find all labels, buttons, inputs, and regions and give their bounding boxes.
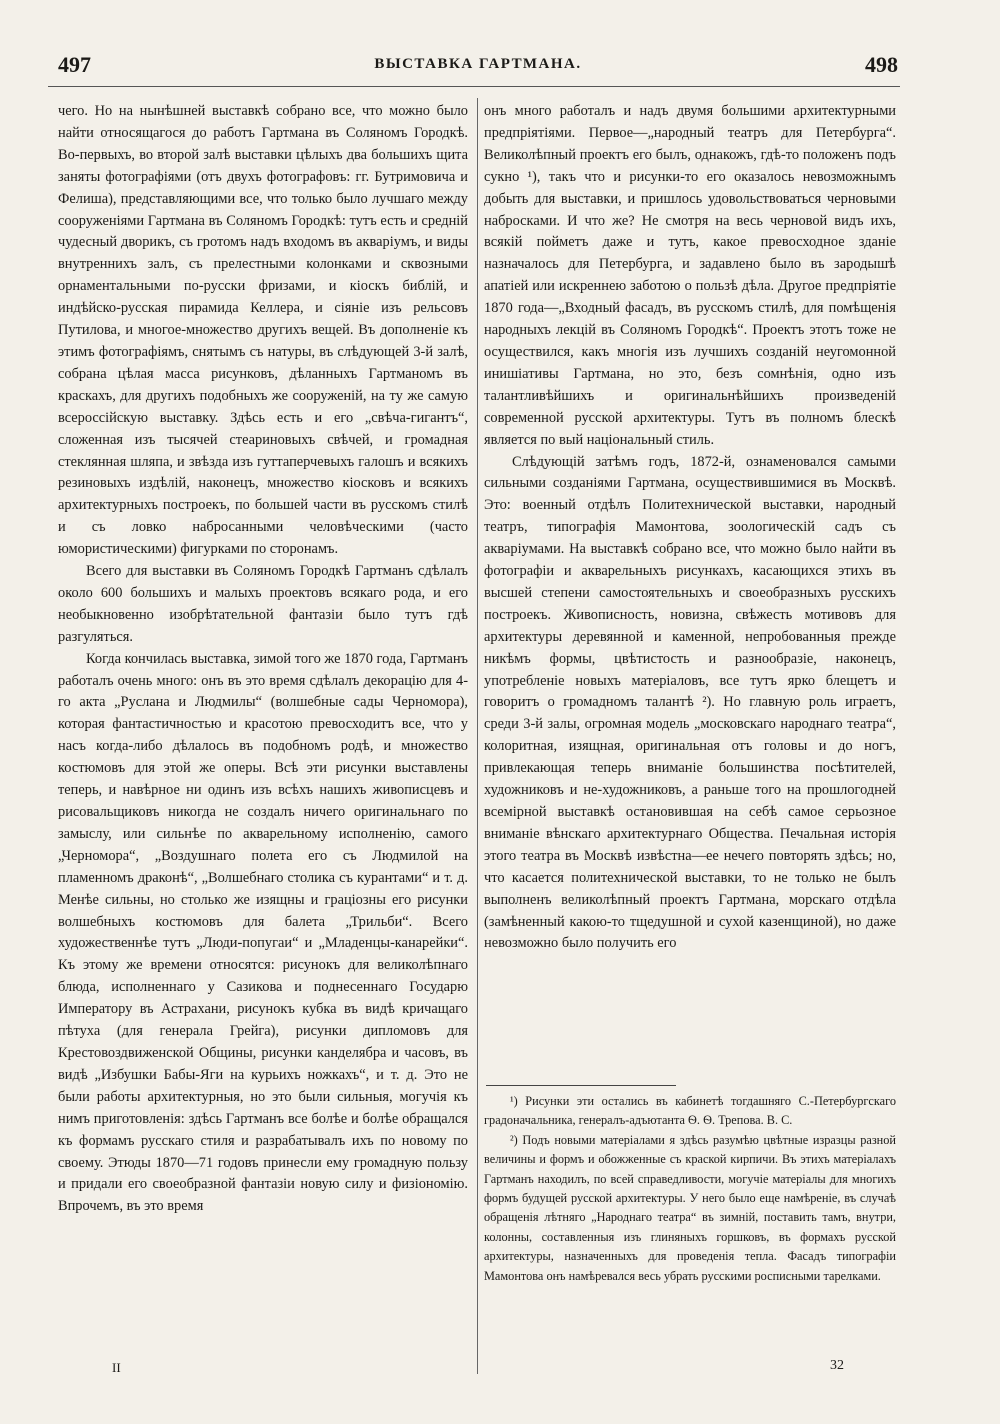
page-number-left: 497 [58,52,91,77]
footnote: ¹) Рисунки эти остались въ кабинетѣ тогдашняго С.-Петербургскаго градоначальника, генералъ-адъютанта Ѳ. Ѳ. Трепова. В. С. [484,1094,896,1128]
page-number-right: 498 [865,52,898,77]
paragraph: Всего для выставки въ Соляномъ Городкѣ Гартманъ сдѣлалъ около 600 большихъ и малыхъ проектовъ всякаго рода, и его необыкновенно изобрѣтательной фантазіи было тутъ гдѣ разгуляться. [58,563,468,645]
paragraph: чего. Но на нынѣшней выставкѣ собрано все, что можно было найти относящагося до работъ Гартмана въ Соляномъ Городкѣ. Во-первыхъ, во второй залѣ выставки цѣлыхъ два большихъ щита заняты фотографіями (отъ двухъ фотографовъ: гг. Бутримовича и Фелиша), представляющими все, что только было лучшаго между сооруженіями Гартмана въ Соляномъ Городкѣ: тутъ есть и средній чудесный дворикъ, съ гротомъ надъ входомъ въ акваріумъ, и виды внутреннихъ залъ, съ прелестными колонками и сквозными орнаментальными по-русски фризами, и кіоскъ библій, и индѣйско-русская пирамида Келлера, и сіяніе изъ рельсовъ Путилова, и многое-множество другихъ вещей. Въ дополненіе къ этимъ фотографіямъ, снятымъ съ натуры, въ слѣдующей 3-й залѣ, собрана цѣлая масса рисунковъ, дѣланныхъ Гартманомъ въ краскахъ, для другихъ подобныхъ же сооруженій, на ту же самую всероссійскую выставку. Здѣсь есть и его „свѣча-гигантъ“, сложенная изъ тысячей стеариновыхъ свѣчей, и громадная стеклянная шляпа, и звѣзда изъ гуттаперчевыхъ галошъ и всякихъ резиновыхъ издѣлій, наконецъ, множество кіосковъ и всякихъ архитектурныхъ построекъ, по большей части въ русскомъ стилѣ и съ ловко набросанными человѣческими (часто юмористическими) фигурками по сторонамъ. [58,103,468,558]
paragraph: Слѣдующій затѣмъ годъ, 1872-й, ознаменовался самыми сильными созданіями Гартмана, осуществившимися въ Москвѣ. Это: военный отдѣлъ Политехнической выставки, народный театръ, типографія Мамонтова, зоологическій садъ съ акваріумами. На выставкѣ собрано все, что можно было найти въ фотографіи и акварельныхъ рисункахъ, касающихся этихъ въ высшей степени самостоятельныхъ и своеобразныхъ русскихъ построекъ. Живописность, новизна, свѣжесть мотивовъ для архитектуры деревянной и каменной, непробованныя прежде никѣмъ формы, цвѣтистость и разнообразіе, наконецъ, употребленіе новыхъ матеріаловъ, все тутъ ярко блещетъ и говоритъ о громадномъ талантѣ ²). Но главную роль играетъ, среди 3-й залы, огромная модель „московскаго народнаго театра“, колоритная, изящная, оригинальная отъ головы и до ногъ, привлекающая теперь вниманіе большинства посѣтителей, художниковъ и не-художниковъ, а раньше того на прошлогодней всемірной выставкѣ остановившая на себѣ самое серьозное вниманіе вѣнскаго архитектурнаго Общества. Печальная исторія этого театра въ Москвѣ извѣстна—ее нечего повторять здѣсь; но, что касается политехнической выставки, то не только не былъ выполненъ великолѣпный проектъ Гартмана, морскаго отдѣла (замѣненный какою-то тщедушной и сухой казенщиной), но даже невозможно было получить его [484,453,896,952]
running-title: ВЫСТАВКА ГАРТМАНА. [374,56,582,72]
page-header [58,50,898,84]
left-column [58,101,468,1218]
right-column [484,101,896,955]
sheet-number: 32 [830,1358,844,1373]
header-rule [48,86,900,87]
column-divider [477,98,478,1374]
footnote: ²) Подъ новыми матеріалами я здѣсь разумѣю цвѣтные изразцы разной величины и формъ и обожженные съ краской кирпичи. Въ этихъ матеріалахъ Гартманъ находилъ, по всей справедливости, могучіе матеріалы для многихъ формъ будущей русской архитектуры. У него было еще намѣреніе, въ случаѣ обращенія лѣтняго „Народнаго театра“ въ зимній, поставить тамъ, внутри, колонны, составленныя изъ глиняныхъ горшковъ, въ формахъ русской архитектуры, назначенныхъ для проведенія тепла. Фасадъ типографіи Мамонтова онъ намѣревался весь убрать русскими росписными тарелками. [484,1132,896,1283]
footnote-rule [486,1085,676,1086]
footnotes [484,1092,896,1286]
paragraph: онъ много работалъ и надъ двумя большими архитектурными предпріятіями. Первое—„народный театръ для Петербурга“. Великолѣпный проектъ его былъ, однакожъ, гдѣ-то положенъ подъ сукно ¹), такъ что и рисунки-то его оказалось невозможнымъ добыть для выставки, и пришлось удовольствоваться черновыми набросками. И что же? Не смотря на весь черновой видъ ихъ, всякій пойметъ даже и тутъ, какое превосходное зданіе назначалось для Петербурга, и задавлено было въ зародышѣ апатіей или искреннею заботою о пользѣ дѣла. Другое предпріятіе 1870 года—„Входный фасадъ, въ русскомъ стилѣ, для помѣщенія народныхъ лекцій въ Соляномъ Городкѣ“. Проектъ этотъ тоже не осуществился, какъ многія изъ лучшихъ созданій неугомонной инишіативы Гартмана, но это, безъ сомнѣнія, одно изъ талантливѣйшихъ и оригинальнѣйшихъ произведеній современной русской архитектуры. Тутъ въ полномъ блескѣ является по вый національный стиль. [484,103,896,448]
paragraph: Когда кончилась выставка, зимой того же 1870 года, Гартманъ работалъ очень много: онъ въ это время сдѣлалъ декорацію для 4-го акта „Руслана и Людмилы“ (волшебные сады Черномора), которая фантастичностью и красотою превосходитъ все, что у насъ когда-либо дѣлалось въ подобномъ родѣ, и множество костюмовъ для этой же оперы. Всѣ эти рисунки выставлены теперь, и навѣрное ни одинъ изъ всѣхъ нашихъ живописцевъ и рисовальщиковъ никогда не создалъ ничего оригинальнаго по замыслу, или сильнѣе по акварельному исполненію, самого „Черномора“, „Воздушнаго полета его съ Людмилой на пламенномъ драконѣ“, „Волшебнаго столика съ курантами“ и т. д. Менѣе сильны, но столько же изящны и граціозны его рисунки волшебныхъ костюмовъ для балета „Трильби“. Всего художественнѣе тутъ „Люди-попугаи“ и „Младенцы-канарейки“. Къ этому же времени относятся: рисунокъ для великолѣпнаго блюда, исполненнаго у Сазикова и поднесеннаго Государю Императору въ Астрахани, рисунокъ кубка въ видѣ кричащаго пѣтуха (для генерала Грейга), рисунки дипломовъ для Крестовоздвиженской Общины, рисунки канделябра и часовъ, въ видѣ „Избушки Бабы-Яги на курьихъ ножкахъ“, и т. д. Это не были работы архитектурныя, но это были сильныя, могучія къ нимъ приготовленія: здѣсь Гартманъ все болѣе и болѣе обращался къ формамъ русскаго стиля и разрабатывалъ ихъ по новому по своему. Этюды 1870—71 годовъ принесли ему громадную пользу и придали его своеобразной фантазіи новую силу и физіономію. Впрочемъ, въ это время [58,650,468,1215]
signature-mark: II [112,1360,121,1375]
